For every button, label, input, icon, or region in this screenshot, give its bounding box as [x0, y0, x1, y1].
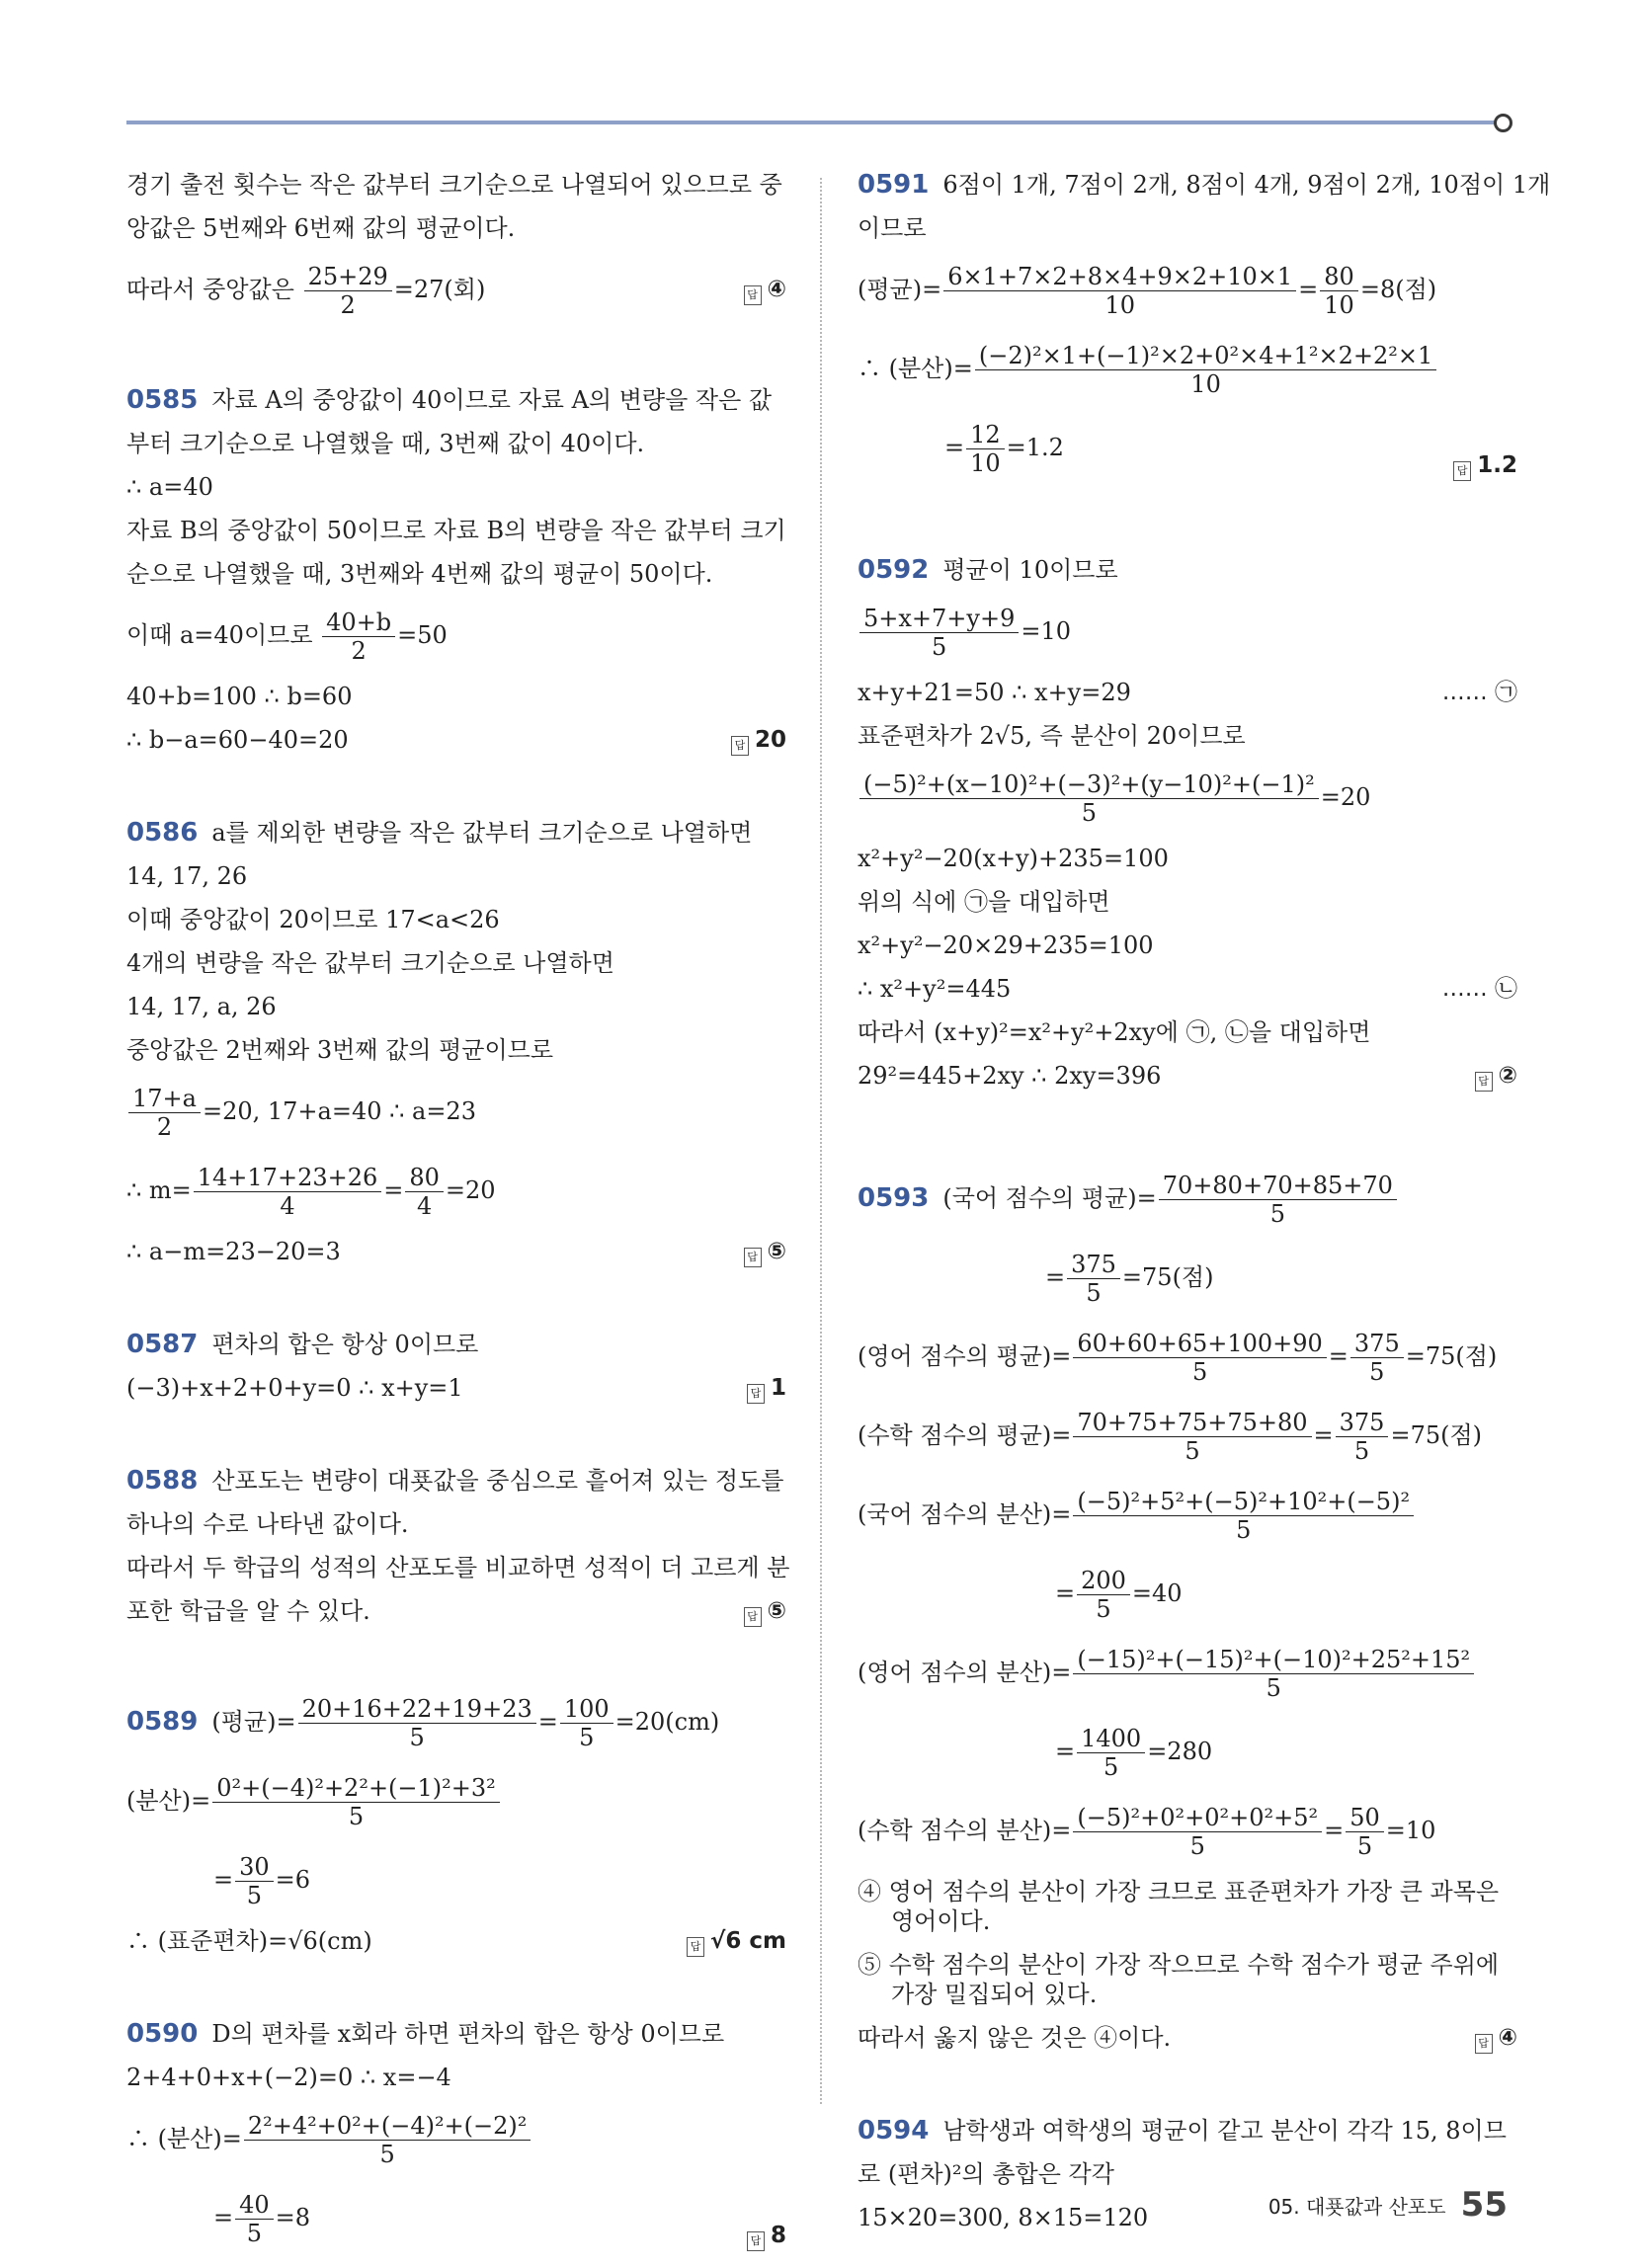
answer: 답 ④ [1475, 2023, 1517, 2054]
text-line: 부터 크기순으로 나열했을 때, 3번째 값이 40이다. [126, 430, 645, 457]
text-line: 포한 학급을 알 수 있다. 답 ⑤ [126, 1597, 786, 1625]
text-line: 이때 중앙값이 20이므로 17<a<26 [126, 906, 500, 933]
fraction: $\frac{1400}{5}$ [1077, 1725, 1145, 1781]
text-line: 위의 식에 ㉠을 대입하면 [858, 888, 1110, 916]
equation-line: = $\frac{12}{10}$ =1.2 답 1.2 [944, 415, 1517, 480]
equation-line: ∴ a−m=23−20=3 답 ⑤ [126, 1238, 786, 1265]
top-rule-dot [1494, 114, 1512, 132]
problem-0589: 0589 (평균)= $\frac{20+16+22+19+23}{5}$ = $\frac{100}{5}$ =20(cm) [126, 1695, 720, 1751]
answer-box-icon: 답 [1475, 2034, 1493, 2054]
fraction: $\frac{\text{(−5)²+(x−10)²+(−3)²+(y−10)²+(−1)²}}{5}$ [859, 770, 1319, 827]
fraction: $\frac{200}{5}$ [1077, 1567, 1130, 1623]
text-line: 표준편차가 2√5, 즉 분산이 20이므로 [858, 722, 1246, 750]
text-line: 중앙값은 2번째와 3번째 값의 평균이므로 [126, 1036, 553, 1064]
text-line: ⑤ 수학 점수의 분산이 가장 작으므로 수학 점수가 평균 주위에 가장 밀집되어 있다. [858, 1951, 1500, 2008]
equation-line: x+y+21=50 ∴ x+y=29 …… ㉠ [858, 679, 1517, 706]
fraction: $\frac{30}{5}$ [235, 1853, 274, 1909]
fraction: $\frac{80}{4}$ [405, 1164, 444, 1220]
fraction: $\frac{40+b}{2}$ [322, 608, 395, 665]
equation-line: ∴ b−a=60−40=20 답 20 [126, 726, 786, 754]
text-line: 40+b=100 ∴ b=60 [126, 683, 353, 710]
text-line: 14, 17, a, 26 [126, 993, 277, 1020]
left-column [126, 170, 790, 2264]
answer: 답 ⑤ [744, 1237, 786, 1267]
problem-number: 0590 [126, 2019, 199, 2049]
fraction: $\frac{40}{5}$ [235, 2191, 274, 2247]
answer: 답 8 [747, 2203, 786, 2268]
equation-line: 이때 a=40이므로 $\frac{40+b}{2}$ =50 [126, 608, 448, 665]
answer-box-icon: 답 [744, 1607, 762, 1627]
fraction: $\frac{50}{5}$ [1346, 1804, 1384, 1860]
answer: 답 ② [1475, 1061, 1517, 1092]
equation-line: $\frac{5+x+7+y+9}{5}$ =10 [858, 599, 1517, 664]
answer-box-icon: 답 [1453, 461, 1471, 481]
text-line: x²+y²−20(x+y)+235=100 [858, 845, 1169, 872]
text-line: 하나의 수로 나타낸 값이다. [126, 1510, 409, 1538]
fraction: $\frac{375}{5}$ [1350, 1330, 1404, 1386]
answer: 답 ④ [744, 257, 786, 322]
fraction: $\frac{17+a}{2}$ [128, 1085, 201, 1141]
problem-number: 0588 [126, 1466, 199, 1496]
equation-line: (국어 점수의 분산)= $\frac{\text{(−5)²+5²+(−5)²+10²+(−5)²}}{5}$ [858, 1482, 1517, 1547]
answer-box-icon: 답 [731, 736, 749, 756]
problem-number: 0586 [126, 818, 199, 848]
equation-line: (수학 점수의 평균)= $\frac{70+75+75+75+80}{5}$ = $\frac{375}{5}$ =75(점) [858, 1409, 1483, 1465]
problem-0585: 0585 자료 A의 중앙값이 40이므로 자료 A의 변량을 작은 값 [126, 385, 773, 415]
equation-line: ∴ (분산)= $\frac{\text{(−2)²×1+(−1)²×2+0²×4+1²×2+2²×1}}{10}$ [858, 336, 1517, 401]
problem-0594: 0594 남학생과 여학생의 평균이 같고 분산이 각각 15, 8이므 [858, 2116, 1507, 2146]
problem-0591: 0591 6점이 1개, 7점이 2개, 8점이 4개, 9점이 2개, 10점이 1개 [858, 170, 1551, 200]
problem-0588: 0588 산포도는 변량이 대푯값을 중심으로 흩어져 있는 정도를 [126, 1466, 784, 1496]
equation-tag: …… ㉠ [1441, 680, 1517, 705]
answer-box-icon: 답 [747, 2231, 765, 2251]
problem-0590: 0590 D의 편차를 x회라 하면 편차의 합은 항상 0이므로 [126, 2019, 725, 2049]
fraction: $\frac{80}{10}$ [1320, 263, 1358, 319]
text-line: 2+4+0+x+(−2)=0 ∴ x=−4 [126, 2064, 451, 2091]
text-line: 14, 17, 26 [126, 862, 248, 890]
page-number: 55 [1460, 2185, 1508, 2225]
fraction: $\frac{\text{2²+4²+0²+(−4)²+(−2)²}}{5}$ [244, 2112, 531, 2168]
equation-line: = $\frac{375}{5}$ =75(점) [1045, 1251, 1214, 1307]
fraction: $\frac{\text{(−15)²+(−15)²+(−10)²+25²+15²}}{5}$ [1073, 1646, 1474, 1702]
text-line: 순으로 나열했을 때, 3번째와 4번째 값의 평균이 50이다. [126, 560, 713, 588]
answer: 답 20 [731, 725, 786, 756]
fraction: $\frac{70+80+70+85+70}{5}$ [1159, 1172, 1397, 1228]
answer: 답 √6 cm [687, 1926, 786, 1957]
problem-number: 0593 [858, 1183, 930, 1213]
problem-number: 0594 [858, 2116, 930, 2146]
text-line: 따라서 두 학급의 성적의 산포도를 비교하면 성적이 더 고르게 분 [126, 1554, 790, 1581]
fraction: $\frac{375}{5}$ [1067, 1251, 1120, 1307]
equation-line: = $\frac{200}{5}$ =40 [1055, 1567, 1183, 1623]
problem-0592: 0592 평균이 10이므로 [858, 555, 1118, 585]
fraction: $\frac{6\times 1+7\times 2+8\times 4+9\times 2+10\times 1}{10}$ [943, 263, 1296, 319]
fraction: $\frac{375}{5}$ [1336, 1409, 1389, 1465]
text-line: 자료 B의 중앙값이 50이므로 자료 B의 변량을 작은 값부터 크기 [126, 517, 786, 544]
fraction: $\frac{12}{10}$ [966, 421, 1005, 477]
answer-box-icon: 답 [1475, 1072, 1493, 1092]
text-line: 따라서 (x+y)²=x²+y²+2xy에 ㉠, ㉡을 대입하면 [858, 1018, 1371, 1046]
answer-box-icon: 답 [747, 1384, 765, 1404]
top-rule [126, 121, 1500, 124]
equation-line: = $\frac{1400}{5}$ =280 [1055, 1725, 1213, 1781]
answer: 답 ⑤ [744, 1596, 786, 1627]
equation-line: ∴ (분산)= $\frac{\text{2²+4²+0²+(−4)²+(−2)²}}{5}$ [126, 2106, 786, 2171]
text-line: ④ 영어 점수의 분산이 가장 크므로 표준편차가 가장 큰 과목은 영어이다. [858, 1878, 1500, 1935]
equation-line: $\frac{\text{(−5)²+(x−10)²+(−3)²+(y−10)²+(−1)²}}{5}$ =20 [858, 765, 1517, 830]
answer-box-icon: 답 [687, 1937, 704, 1957]
equation-line: 따라서 중앙값은 $\frac{25+29}{2}$ =27(회) 답 ④ [126, 257, 786, 322]
problem-0593: 0593 (국어 점수의 평균)= $\frac{70+80+70+85+70}{5}$ [858, 1166, 1517, 1231]
problem-number: 0587 [126, 1330, 199, 1359]
equation-line: ∴ m= $\frac{14+17+23+26}{4}$ = $\frac{80}{4}$ =20 [126, 1164, 496, 1220]
fraction: $\frac{60+60+65+100+90}{5}$ [1073, 1330, 1326, 1386]
chapter-title: 05. 대푯값과 산포도 [1267, 2194, 1446, 2219]
fraction: $\frac{25+29}{2}$ [304, 263, 392, 319]
text-line: ∴ a=40 [126, 473, 213, 501]
fraction: $\frac{70+75+75+75+80}{5}$ [1073, 1409, 1311, 1465]
text-line: x²+y²−20×29+235=100 [858, 932, 1154, 959]
equation-line: (수학 점수의 분산)= $\frac{\text{(−5)²+0²+0²+0²+5²}}{5}$ = $\frac{50}{5}$ =10 [858, 1804, 1436, 1860]
equation-line: = $\frac{40}{5}$ =8 답 8 [213, 2185, 786, 2250]
text-line: 경기 출전 횟수는 작은 값부터 크기순으로 나열되어 있으므로 중 [126, 171, 782, 199]
right-column [858, 170, 1551, 2246]
problem-number: 0591 [858, 170, 930, 200]
equation-line: (영어 점수의 분산)= $\frac{\text{(−15)²+(−15)²+(−10)²+25²+15²}}{5}$ [858, 1640, 1517, 1705]
problem-number: 0589 [126, 1707, 199, 1737]
answer: 답 1 [747, 1373, 786, 1404]
equation-tag: …… ㉡ [1441, 976, 1517, 1002]
answer-box-icon: 답 [744, 1248, 762, 1267]
problem-number: 0592 [858, 555, 930, 585]
text-line: 따라서 옳지 않은 것은 ④이다. 답 ④ [858, 2024, 1517, 2052]
text-line: 로 (편차)²의 총합은 각각 [858, 2160, 1114, 2188]
fraction: $\frac{\text{(−2)²×1+(−1)²×2+0²×4+1²×2+2²×1}}{10}$ [975, 342, 1436, 398]
fraction: $\frac{100}{5}$ [560, 1695, 613, 1751]
equation-line: $\frac{17+a}{2}$ =20, 17+a=40 ∴ a=23 [126, 1079, 786, 1144]
equation-line: ∴ (표준편차)=√6(cm) 답 √6 cm [126, 1927, 786, 1955]
equation-line: 29²=445+2xy ∴ 2xy=396 답 ② [858, 1062, 1517, 1090]
equation-line: (−3)+x+2+0+y=0 ∴ x+y=1 답 1 [126, 1374, 786, 1402]
fraction: $\frac{\text{0²+(−4)²+2²+(−1)²+3²}}{5}$ [212, 1774, 500, 1830]
column-divider [820, 178, 822, 2104]
fraction: $\frac{\text{(−5)²+0²+0²+0²+5²}}{5}$ [1073, 1804, 1322, 1860]
problem-number: 0585 [126, 385, 199, 415]
equation-line: (영어 점수의 평균)= $\frac{60+60+65+100+90}{5}$ = $\frac{375}{5}$ =75(점) [858, 1330, 1498, 1386]
fraction: $\frac{20+16+22+19+23}{5}$ [298, 1695, 536, 1751]
fraction: $\frac{14+17+23+26}{4}$ [194, 1164, 381, 1220]
equation-line: (평균)= $\frac{6\times 1+7\times 2+8\times 4+9\times 2+10\times 1}{10}$ = $\frac{80}{10}$ =8(점) [858, 263, 1437, 319]
problem-0586: 0586 a를 제외한 변량을 작은 값부터 크기순으로 나열하면 [126, 818, 753, 848]
text-line: 앙값은 5번째와 6번째 값의 평균이다. [126, 214, 516, 242]
answer-box-icon: 답 [744, 285, 762, 305]
equation-line: ∴ x²+y²=445 …… ㉡ [858, 975, 1517, 1003]
fraction: $\frac{5+x+7+y+9}{5}$ [859, 605, 1019, 661]
text-line: 4개의 변량을 작은 값부터 크기순으로 나열하면 [126, 949, 614, 977]
text-line: 15×20=300, 8×15=120 [858, 2204, 1149, 2231]
answer: 답 1.2 [1453, 433, 1517, 498]
equation-line: (분산)= $\frac{\text{0²+(−4)²+2²+(−1)²+3²}}{5}$ [126, 1768, 786, 1833]
text-line: 이므로 [858, 214, 927, 242]
problem-0587: 0587 편차의 합은 항상 0이므로 [126, 1330, 479, 1359]
fraction: $\frac{\text{(−5)²+5²+(−5)²+10²+(−5)²}}{5}$ [1073, 1488, 1414, 1544]
equation-line: = $\frac{30}{5}$ =6 [213, 1853, 311, 1909]
page-footer [1268, 2185, 1508, 2225]
